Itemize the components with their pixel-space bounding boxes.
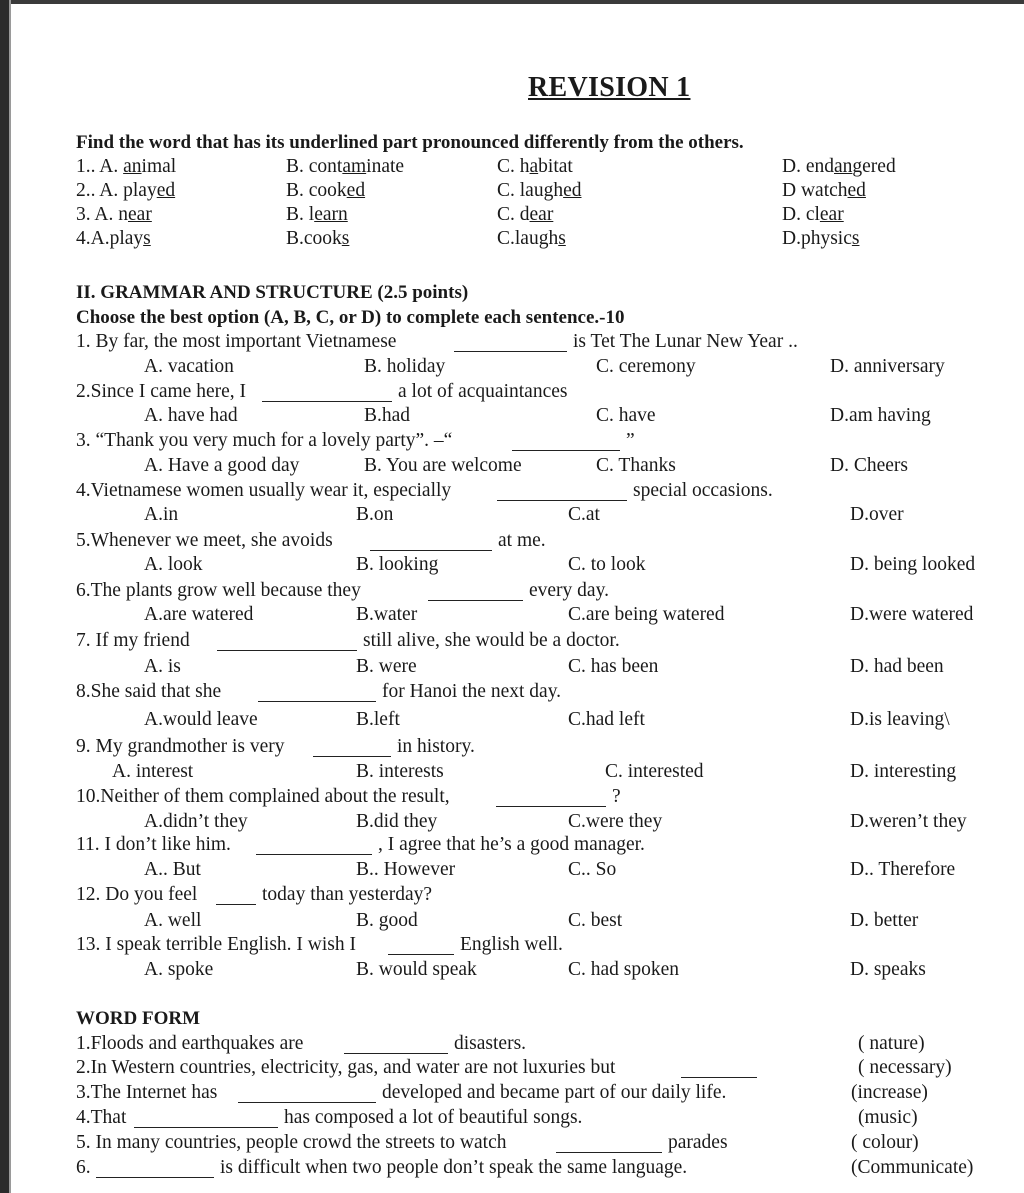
word-form-blank[interactable] (134, 1109, 278, 1128)
answer-option[interactable]: D. had been (850, 656, 944, 677)
answer-option[interactable]: C.had left (568, 709, 645, 730)
answer-blank[interactable] (262, 383, 392, 402)
word-form-blank[interactable] (681, 1059, 757, 1078)
underlined-part: an (834, 156, 853, 177)
page-left-border (0, 0, 9, 1193)
answer-option[interactable]: C. ceremony (596, 356, 696, 377)
answer-option[interactable]: A. spoke (144, 959, 214, 980)
pronunciation-option: D. endangered (782, 156, 896, 177)
answer-option[interactable]: C. have (596, 405, 656, 426)
question-text: 7. If my friend (76, 630, 190, 651)
answer-option[interactable]: C. Thanks (596, 455, 676, 476)
answer-blank[interactable] (497, 482, 627, 501)
answer-option[interactable]: C.are being watered (568, 604, 725, 625)
word-form-text: 1.Floods and earthquakes are (76, 1033, 304, 1054)
answer-option[interactable]: D. being looked (850, 554, 976, 575)
question-text-end: special occasions. (633, 480, 773, 501)
grammar-instruction: Choose the best option (A, B, C, or D) to complete each sentence.-10 (76, 307, 625, 328)
underlined-part: ear (819, 204, 844, 225)
answer-blank[interactable] (217, 632, 357, 651)
grammar-heading: II. GRAMMAR AND STRUCTURE (2.5 points) (76, 282, 469, 303)
word-form-hint: (music) (858, 1107, 918, 1128)
word-form-text-end: developed and became part of our daily life. (382, 1082, 727, 1103)
pronunciation-instruction: Find the word that has its underlined part pronounced differently from the others. (76, 132, 744, 153)
underlined-part: an (123, 156, 142, 177)
answer-option[interactable]: A. Have a good day (144, 455, 300, 476)
question-text-end: , I agree that he’s a good manager. (378, 834, 645, 855)
pronunciation-option: C. habitat (497, 156, 573, 177)
answer-option[interactable]: D.over (850, 504, 904, 525)
answer-blank[interactable] (370, 532, 492, 551)
word-form-hint: ( nature) (858, 1033, 925, 1054)
answer-blank[interactable] (216, 886, 256, 905)
pronunciation-option: 3. A. near (76, 204, 152, 225)
answer-option[interactable]: B. looking (356, 554, 439, 575)
word-form-hint: (increase) (851, 1082, 928, 1103)
question-text: 6.The plants grow well because they (76, 580, 361, 601)
question-text-end: ? (612, 786, 621, 807)
answer-option[interactable]: A.in (144, 504, 179, 525)
question-text: 10.Neither of them complained about the result, (76, 786, 450, 807)
answer-blank[interactable] (496, 788, 606, 807)
question-text: 4.Vietnamese women usually wear it, especially (76, 480, 452, 501)
underlined-part: s (143, 228, 151, 249)
underlined-part: ear (128, 204, 152, 225)
word-form-text-end: is difficult when two people don’t speak the same language. (220, 1157, 688, 1178)
word-form-text: 5. In many countries, people crowd the streets to watch (76, 1132, 507, 1153)
pronunciation-option: 4.A.plays (76, 228, 151, 249)
word-form-text: 6. (76, 1157, 91, 1178)
answer-option[interactable]: A. vacation (144, 356, 234, 377)
answer-option[interactable]: A.. But (144, 859, 201, 880)
underlined-part: s (851, 228, 860, 249)
answer-blank[interactable] (313, 738, 391, 757)
answer-blank[interactable] (428, 582, 523, 601)
answer-blank[interactable] (256, 836, 372, 855)
question-text-end: is Tet The Lunar New Year .. (573, 331, 798, 352)
answer-option[interactable]: B.on (356, 504, 394, 525)
pronunciation-option: B.cooks (286, 228, 350, 249)
question-text-end: for Hanoi the next day. (382, 681, 562, 702)
question-text-end: English well. (460, 934, 563, 955)
question-text: 8.She said that she (76, 681, 222, 702)
word-form-blank[interactable] (96, 1159, 214, 1178)
pronunciation-option: 1.. A. animal (76, 156, 177, 177)
answer-option[interactable]: B. good (356, 910, 418, 931)
question-text: 9. My grandmother is very (76, 736, 285, 757)
question-text-end: in history. (397, 736, 475, 757)
word-form-text-end: has composed a lot of beautiful songs. (284, 1107, 583, 1128)
question-text-end: today than yesterday? (262, 884, 433, 905)
answer-option[interactable]: B.left (356, 709, 400, 730)
pronunciation-option: C. dear (497, 204, 554, 225)
answer-option[interactable]: A. is (144, 656, 181, 677)
pronunciation-option: D.physics (782, 228, 860, 249)
question-text: 3. “Thank you very much for a lovely party”. –“ (76, 430, 453, 451)
answer-option[interactable]: C. had spoken (568, 959, 680, 980)
answer-option[interactable]: D. Cheers (830, 455, 908, 476)
question-text-end: every day. (529, 580, 609, 601)
pronunciation-option: D watched (782, 180, 866, 201)
answer-blank[interactable] (454, 333, 567, 352)
pronunciation-option: C.laughs (497, 228, 566, 249)
question-text-end: a lot of acquaintances (398, 381, 568, 402)
answer-option[interactable]: A. interest (112, 761, 194, 782)
answer-option[interactable]: B. holiday (364, 356, 446, 377)
answer-option[interactable]: B.had (364, 405, 411, 426)
answer-option[interactable]: A.would leave (144, 709, 258, 730)
page-left-border-shade (9, 0, 11, 1193)
answer-option[interactable]: A. have had (144, 405, 238, 426)
question-text: 5.Whenever we meet, she avoids (76, 530, 333, 551)
underlined-part: a (529, 156, 539, 177)
answer-option[interactable]: A.are watered (144, 604, 254, 625)
word-form-text: 3.The Internet has (76, 1082, 218, 1103)
question-text: 13. I speak terrible English. I wish I (76, 934, 356, 955)
question-text: 2.Since I came here, I (76, 381, 246, 402)
answer-option[interactable]: B. You are welcome (364, 455, 522, 476)
answer-option[interactable]: C. best (568, 910, 623, 931)
answer-option[interactable]: A.didn’t they (144, 811, 248, 832)
word-form-text-end: parades (668, 1132, 728, 1153)
word-form-heading: WORD FORM (76, 1008, 201, 1029)
answer-option[interactable]: B. would speak (356, 959, 477, 980)
answer-option[interactable]: C. interested (605, 761, 704, 782)
word-form-hint: ( necessary) (858, 1057, 952, 1078)
answer-option[interactable]: C.were they (568, 811, 663, 832)
answer-option[interactable]: B. interests (356, 761, 444, 782)
pronunciation-option: C. laughed (497, 180, 582, 201)
pronunciation-option: D. clear (782, 204, 844, 225)
word-form-text: 4.That (76, 1107, 127, 1128)
answer-option[interactable]: C.. So (568, 859, 617, 880)
answer-option[interactable]: B.. However (356, 859, 456, 880)
word-form-text-end: disasters. (454, 1033, 527, 1054)
answer-option[interactable]: B.did they (356, 811, 438, 832)
underlined-part: ed (346, 180, 366, 201)
answer-option[interactable]: D. anniversary (830, 356, 945, 377)
answer-blank[interactable] (512, 432, 620, 451)
page-title: REVISION 1 (528, 72, 691, 103)
question-text-end: at me. (498, 530, 546, 551)
question-text: 1. By far, the most important Vietnamese (76, 331, 397, 352)
underlined-part: s (558, 228, 566, 249)
page-top-border (0, 0, 1024, 4)
answer-option[interactable]: B.water (356, 604, 418, 625)
question-text: 11. I don’t like him. (76, 834, 231, 855)
answer-option[interactable]: D.were watered (850, 604, 974, 625)
word-form-hint: (Communicate) (851, 1157, 974, 1178)
underlined-part: earn (314, 204, 348, 225)
word-form-blank[interactable] (344, 1035, 448, 1054)
question-text-end: still alive, she would be a doctor. (363, 630, 620, 651)
question-text-end: ” (626, 430, 635, 451)
word-form-blank[interactable] (238, 1084, 376, 1103)
pronunciation-option: B. contaminate (286, 156, 405, 177)
underlined-part: am (342, 156, 367, 177)
answer-option[interactable]: C.at (568, 504, 600, 525)
underlined-part: ear (529, 204, 554, 225)
question-text: 12. Do you feel (76, 884, 198, 905)
underlined-part: ed (156, 180, 176, 201)
answer-option[interactable]: D. interesting (850, 761, 957, 782)
answer-option[interactable]: A. look (144, 554, 203, 575)
answer-blank[interactable] (388, 936, 454, 955)
answer-option[interactable]: D.. Therefore (850, 859, 956, 880)
answer-option[interactable]: B. were (356, 656, 417, 677)
underlined-part: ed (847, 180, 866, 201)
pronunciation-option: B. cooked (286, 180, 366, 201)
answer-option[interactable]: D.weren’t they (850, 811, 967, 832)
word-form-blank[interactable] (556, 1134, 662, 1153)
answer-option[interactable]: D. better (850, 910, 919, 931)
underlined-part: ed (563, 180, 582, 201)
word-form-hint: ( colour) (851, 1132, 919, 1153)
answer-option[interactable]: D.am having (830, 405, 931, 426)
pronunciation-option: B. learn (286, 204, 348, 225)
pronunciation-option: 2.. A. played (76, 180, 176, 201)
answer-blank[interactable] (258, 683, 376, 702)
answer-option[interactable]: C. has been (568, 656, 659, 677)
answer-option[interactable]: D. speaks (850, 959, 926, 980)
answer-option[interactable]: C. to look (568, 554, 646, 575)
answer-option[interactable]: A. well (144, 910, 202, 931)
underlined-part: s (341, 228, 350, 249)
word-form-text: 2.In Western countries, electricity, gas, and water are not luxuries but (76, 1057, 616, 1078)
answer-option[interactable]: D.is leaving\ (850, 709, 950, 730)
